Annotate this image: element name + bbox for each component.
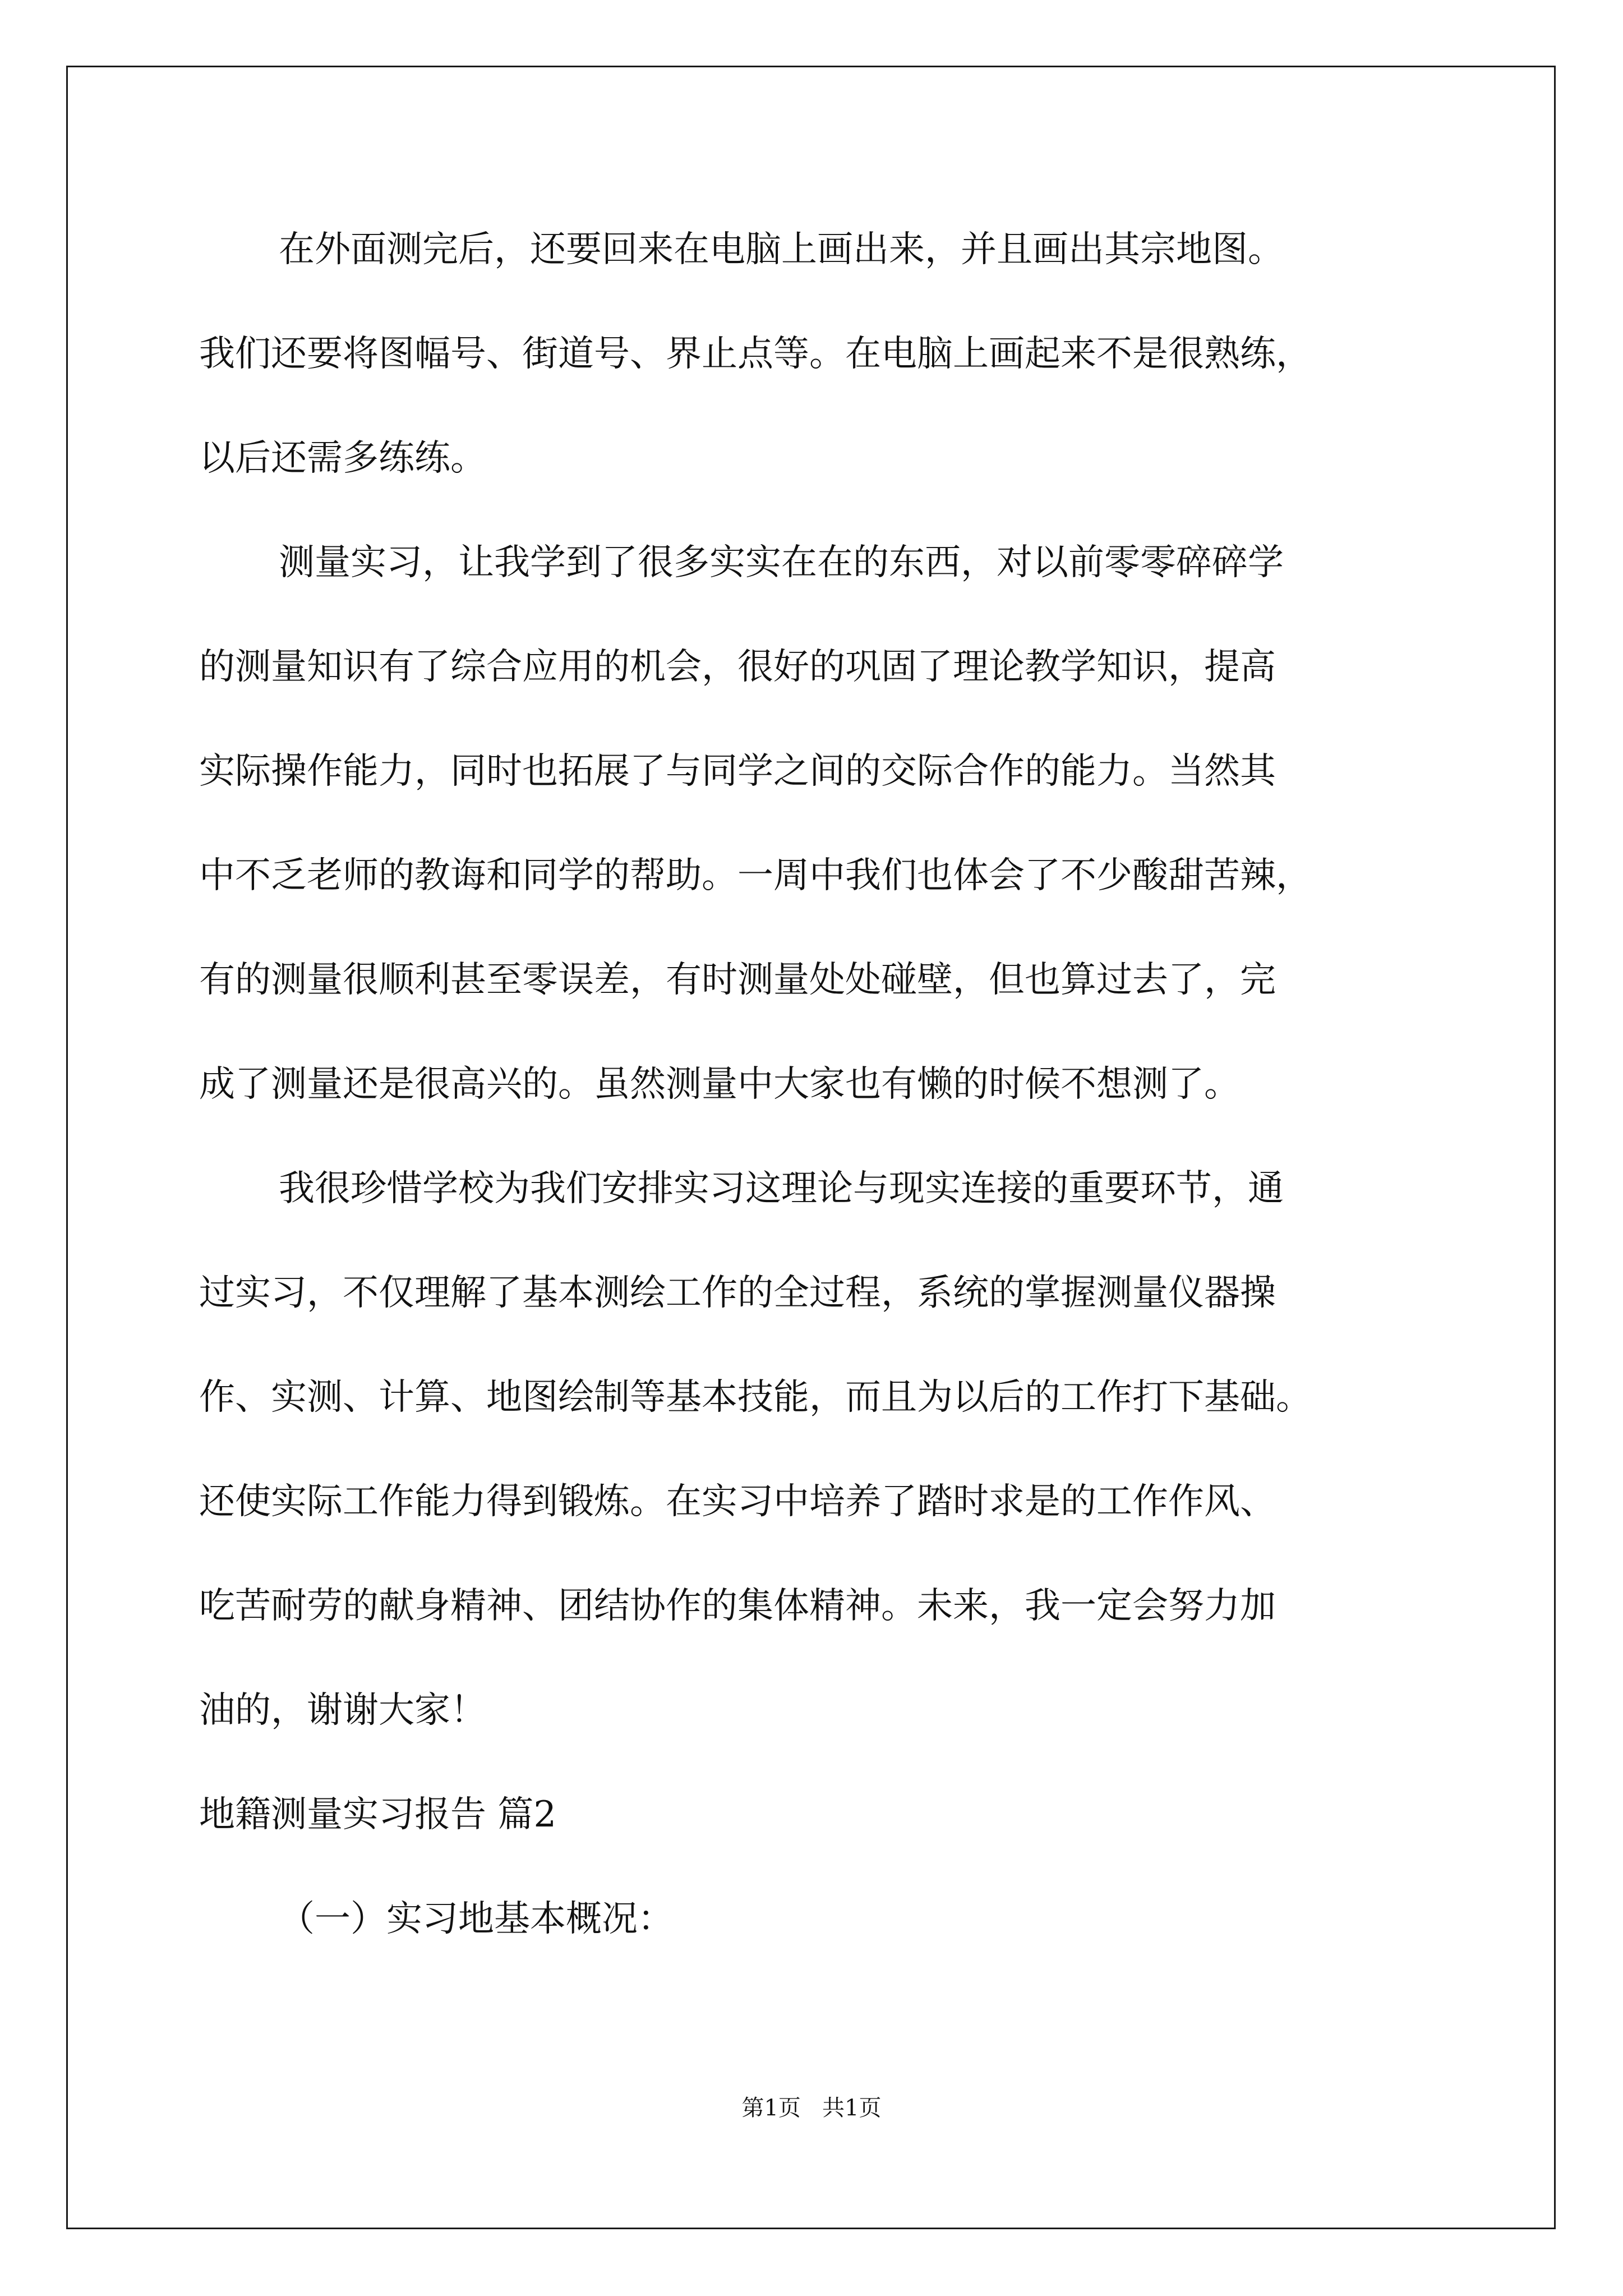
subheading: （一）实习地基本概况：	[279, 1898, 674, 1940]
paragraph-1-line-1: 在外面测完后，还要回来在电脑上画出来，并且画出其宗地图。	[279, 229, 1284, 270]
paragraph-2-line-1: 测量实习，让我学到了很多实实在在的东西，对以前零零碎碎学	[279, 542, 1284, 583]
paragraph-2-line-3: 实际操作能力，同时也拓展了与同学之间的交际合作的能力。当然其	[199, 751, 1276, 792]
paragraph-1-line-2: 我们还要将图幅号、街道号、界止点等。在电脑上画起来不是很熟练，	[199, 333, 1312, 375]
paragraph-3-line-1: 我很珍惜学校为我们安排实习这理论与现实连接的重要环节，通	[279, 1168, 1284, 1209]
paragraph-2-line-4: 中不乏老师的教诲和同学的帮助。一周中我们也体会了不少酸甜苦辣，	[199, 855, 1312, 896]
paragraph-2-line-2: 的测量知识有了综合应用的机会，很好的巩固了理论教学知识，提高	[199, 646, 1276, 688]
paragraph-3-line-4: 还使实际工作能力得到锻炼。在实习中培养了踏时求是的工作作风、	[199, 1481, 1276, 1522]
paragraph-3-line-2: 过实习，不仅理解了基本测绘工作的全过程，系统的掌握测量仪器操	[199, 1272, 1276, 1314]
section-heading: 地籍测量实习报告 篇2	[199, 1794, 557, 1835]
page-number-footer: 第1页 共1页	[741, 2095, 882, 2121]
paragraph-2-line-5: 有的测量很顺利甚至零误差，有时测量处处碰壁，但也算过去了，完	[199, 959, 1276, 1001]
paragraph-3-line-5: 吃苦耐劳的献身精神、团结协作的集体精神。未来，我一定会努力加	[199, 1585, 1276, 1627]
paragraph-1-line-3: 以后还需多练练。	[199, 438, 486, 479]
paragraph-2-line-6: 成了测量还是很高兴的。虽然测量中大家也有懒的时候不想测了。	[199, 1064, 1240, 1105]
paragraph-3-line-3: 作、实测、计算、地图绘制等基本技能，而且为以后的工作打下基础。	[199, 1377, 1312, 1418]
paragraph-3-line-6: 油的，谢谢大家！	[199, 1690, 486, 1731]
